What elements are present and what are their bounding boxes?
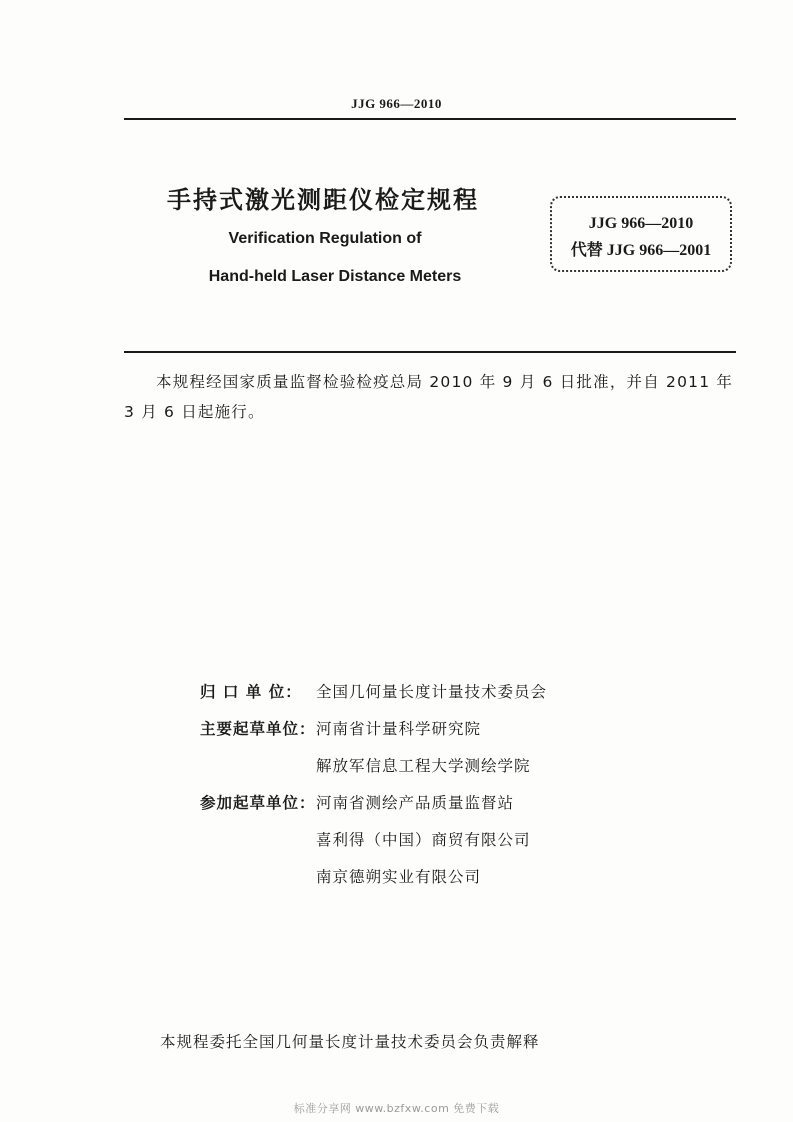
unit-label: 参加起草单位： bbox=[200, 794, 316, 812]
title-english-line2: Hand-held Laser Distance Meters bbox=[208, 268, 462, 285]
unit-label bbox=[200, 754, 316, 791]
unit-value: 解放军信息工程大学测绘学院 bbox=[316, 757, 531, 775]
header-standard-code: JJG 966—2010 bbox=[351, 96, 442, 111]
unit-value: 喜利得（中国）商贸有限公司 bbox=[316, 831, 531, 849]
top-divider bbox=[124, 118, 736, 120]
drafting-units-list bbox=[200, 680, 547, 902]
standard-number: JJG 966—2010 bbox=[588, 215, 694, 232]
unit-label bbox=[200, 865, 316, 902]
unit-label: 主要起草单位： bbox=[200, 720, 316, 738]
watermark-text: 标准分享网 www.bzfxw.com 免费下载 bbox=[293, 1102, 500, 1115]
title-chinese: 手持式激光测距仪检定规程 bbox=[167, 186, 479, 214]
standard-number-box bbox=[550, 196, 732, 272]
replaces-standard: 代替 JJG 966—2001 bbox=[570, 242, 712, 259]
unit-value: 全国几何量长度计量技术委员会 bbox=[316, 683, 548, 701]
unit-value: 河南省计量科学研究院 bbox=[316, 720, 482, 738]
approval-statement: 本规程经国家质量监督检验检疫总局 2010 年 9 月 6 日批准，并自 2011 年 3 月 6 日起施行。 bbox=[124, 373, 734, 421]
unit-value: 南京德朔实业有限公司 bbox=[316, 868, 482, 886]
unit-label bbox=[200, 828, 316, 865]
middle-divider bbox=[124, 351, 736, 353]
title-english-line1: Verification Regulation of bbox=[228, 230, 422, 247]
unit-value: 河南省测绘产品质量监督站 bbox=[316, 794, 515, 812]
unit-row bbox=[200, 865, 547, 902]
unit-row bbox=[200, 754, 547, 791]
unit-label: 归 口 单 位： bbox=[200, 683, 302, 701]
unit-row bbox=[200, 680, 547, 717]
interpretation-statement: 本规程委托全国几何量长度计量技术委员会负责解释 bbox=[160, 1033, 540, 1051]
unit-row bbox=[200, 717, 547, 754]
unit-row bbox=[200, 828, 547, 865]
unit-row bbox=[200, 791, 547, 828]
